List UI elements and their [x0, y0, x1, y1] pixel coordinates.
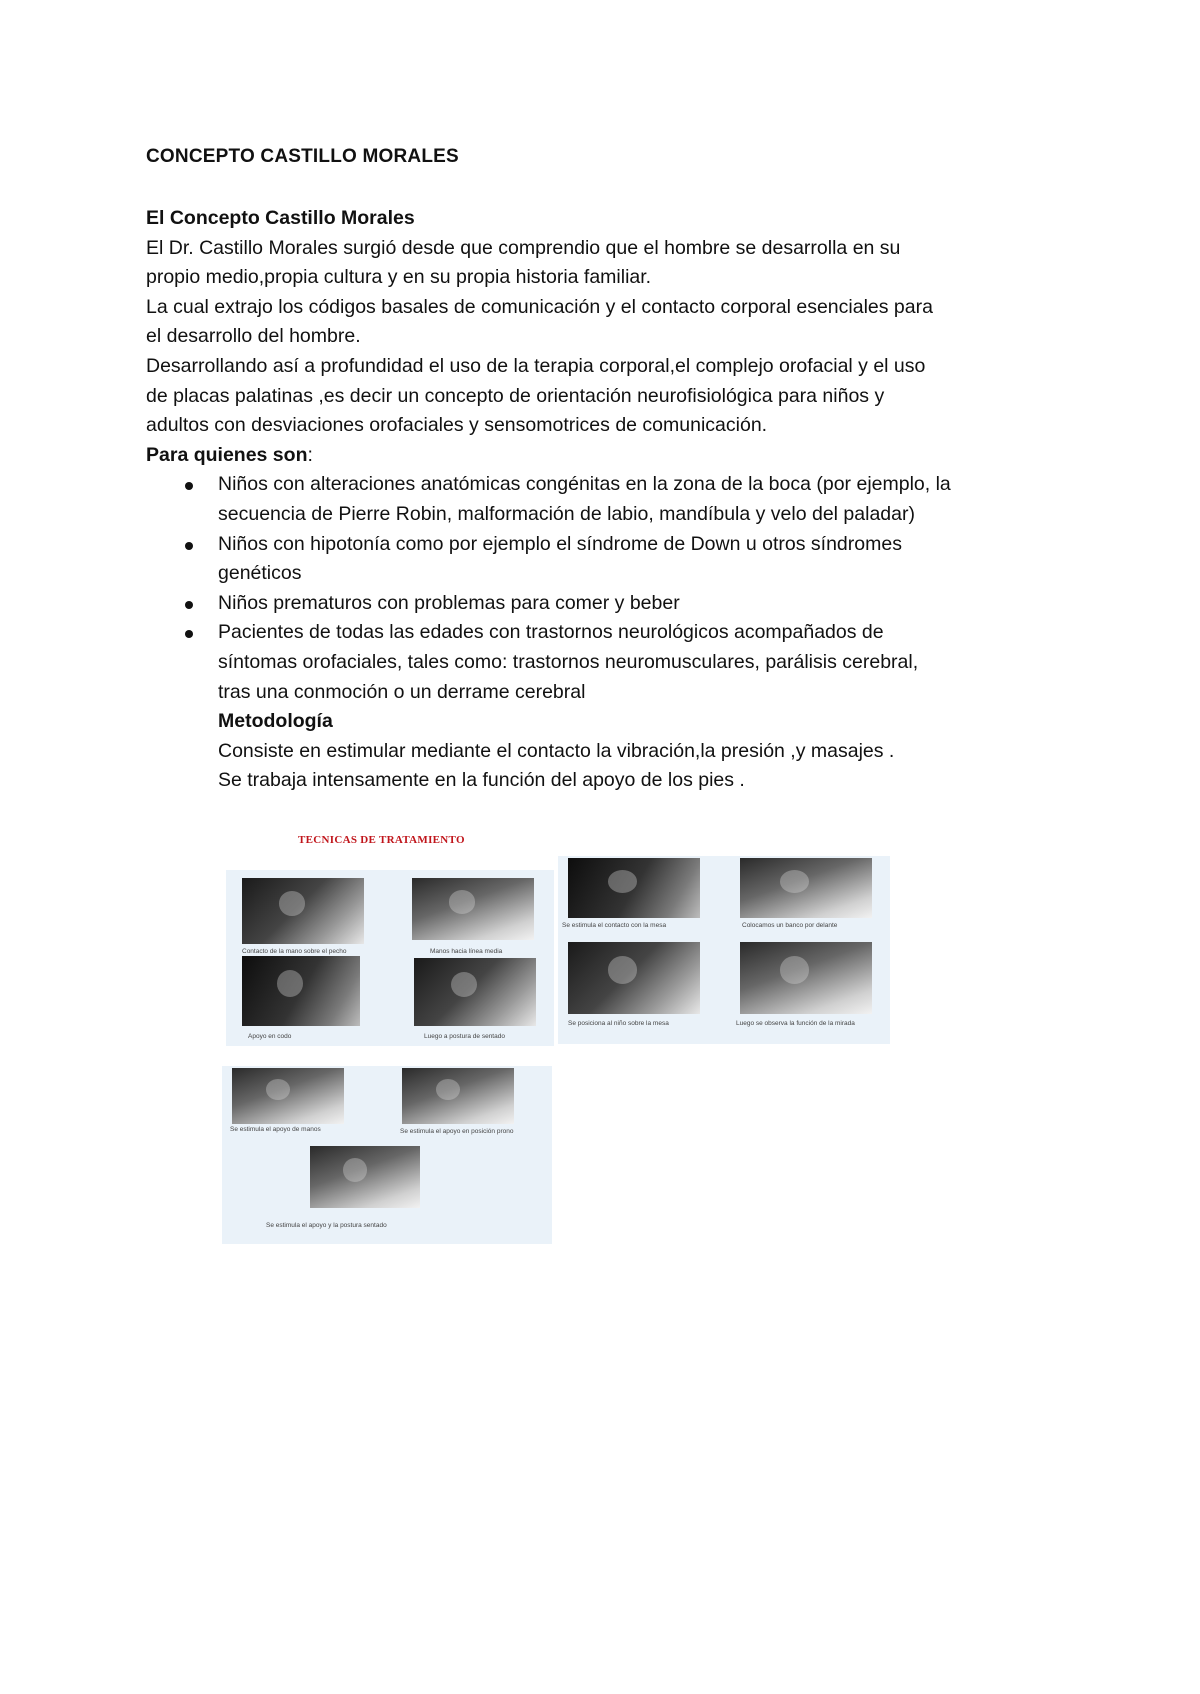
audience-list	[146, 470, 1076, 707]
document-body	[146, 204, 1076, 796]
treatment-photos-image	[558, 856, 890, 1044]
list-item-line: genéticos	[218, 562, 302, 585]
list-item-line: Niños con alteraciones anatómicas congénitas en la zona de la boca (por ejemplo, la	[218, 473, 951, 496]
list-item-line: tras una conmoción o un derrame cerebral	[218, 680, 586, 703]
list-item-line: Niños prematuros con problemas para comer y beber	[218, 591, 680, 614]
intro-line: el desarrollo del hombre.	[146, 325, 361, 348]
list-item-line: secuencia de Pierre Robin, malformación de labio, mandíbula y velo del paladar)	[218, 502, 915, 525]
photo-caption: Manos hacia línea media	[430, 948, 503, 955]
photo-caption: Se estimula el contacto con la mesa	[562, 922, 667, 929]
collage-title: TECNICAS DE TRATAMIENTO	[298, 834, 465, 846]
intro-line: El Dr. Castillo Morales surgió desde que comprendio que el hombre se desarrolla en su	[146, 236, 901, 259]
intro-line: propio medio,propia cultura y en su propia historia familiar.	[146, 266, 652, 289]
photo-caption: Se estimula el apoyo de manos	[230, 1126, 321, 1133]
photo-caption: Se posiciona al niño sobre la mesa	[568, 1020, 669, 1027]
audience-heading	[146, 441, 1076, 471]
treatment-photos-image	[222, 1066, 552, 1244]
list-item-line: Niños con hipotonía como por ejemplo el síndrome de Down u otros síndromes	[218, 532, 902, 555]
list-item	[218, 470, 1076, 529]
methodology-section	[146, 707, 1076, 796]
therapy-photo	[740, 858, 872, 918]
methodology-line: Consiste en estimular mediante el contacto la vibración,la presión ,y masajes .	[218, 739, 895, 762]
photo-caption: Luego se observa la función de la mirada	[736, 1020, 855, 1027]
photo-caption: Colocamos un banco por delante	[742, 922, 838, 929]
therapy-photo	[242, 878, 364, 944]
photo-caption: Se estimula el apoyo y la postura sentado	[266, 1222, 387, 1229]
list-item	[218, 618, 1076, 707]
photo-caption: Contacto de la mano sobre el pecho	[242, 948, 347, 955]
therapy-photo	[568, 858, 700, 918]
therapy-photo	[740, 942, 872, 1014]
section-heading: El Concepto Castillo Morales	[146, 207, 415, 229]
list-item	[218, 530, 1076, 589]
audience-label: Para quienes son	[146, 443, 308, 466]
audience-colon: :	[307, 443, 313, 466]
list-item-line: síntomas orofaciales, tales como: trastornos neuromusculares, parálisis cerebral,	[218, 650, 919, 673]
therapy-photo	[242, 956, 360, 1026]
therapy-photo	[402, 1068, 514, 1124]
intro-line: La cual extrajo los códigos basales de comunicación y el contacto corporal esenciales para	[146, 295, 933, 318]
document-title: CONCEPTO CASTILLO MORALES	[146, 146, 459, 167]
therapy-photo	[310, 1146, 420, 1208]
photo-caption: Luego a postura de sentado	[424, 1033, 505, 1040]
intro-line: Desarrollando así a profundidad el uso de la terapia corporal,el complejo orofacial y el uso	[146, 354, 926, 377]
therapy-photo	[412, 878, 534, 940]
therapy-photo	[232, 1068, 344, 1124]
therapy-photo	[568, 942, 700, 1014]
intro-line: adultos con desviaciones orofaciales y sensomotrices de comunicación.	[146, 414, 768, 437]
photo-caption: Apoyo en codo	[248, 1033, 292, 1040]
methodology-line: Se trabaja intensamente en la función del apoyo de los pies .	[218, 769, 745, 792]
list-item-line: Pacientes de todas las edades con trastornos neurológicos acompañados de	[218, 621, 884, 644]
therapy-photo	[414, 958, 536, 1026]
intro-line: de placas palatinas ,es decir un concepto de orientación neurofisiológica para niños y	[146, 384, 885, 407]
photo-caption: Se estimula el apoyo en posición prono	[400, 1128, 514, 1135]
methodology-heading: Metodología	[218, 710, 333, 733]
list-item	[218, 589, 1076, 619]
treatment-techniques-image	[226, 828, 554, 1046]
